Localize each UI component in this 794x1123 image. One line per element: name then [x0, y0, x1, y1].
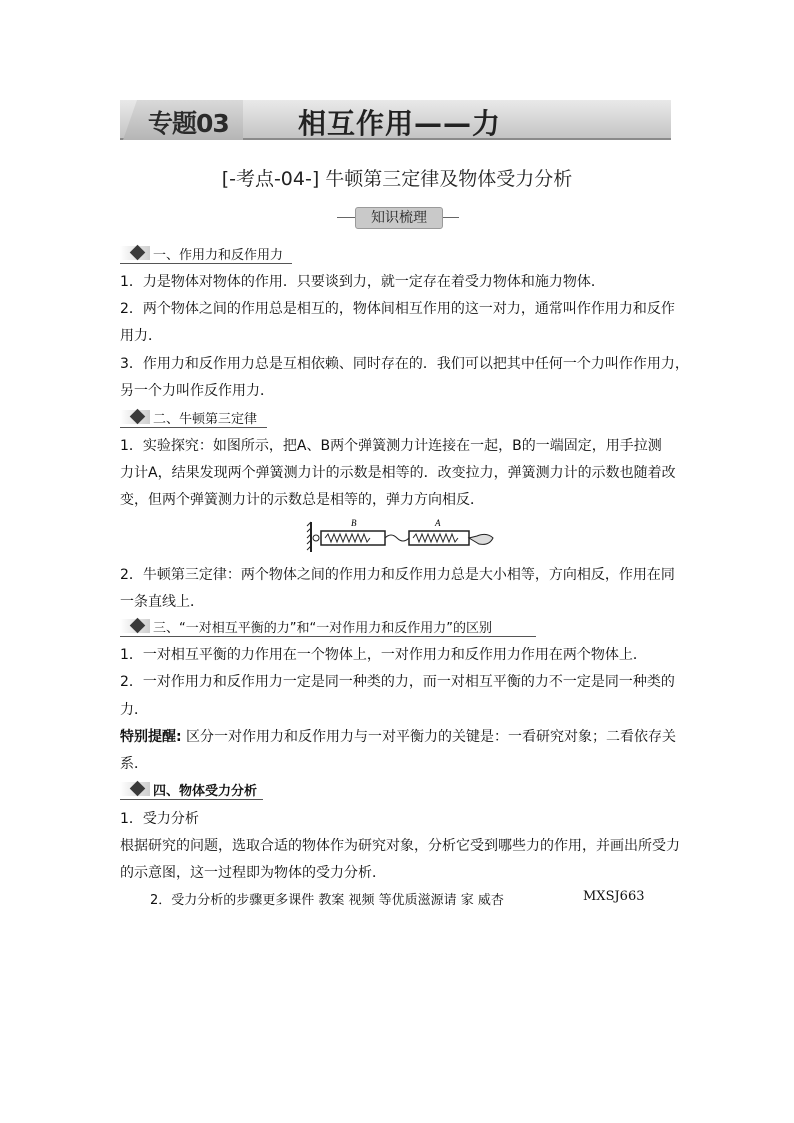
paragraph-line: 的示意图，这一过程即为物体的受力分析． [120, 865, 386, 881]
scale-label-b: B [351, 518, 357, 528]
paragraph-line: 3．作用力和反作用力总是互相依赖、同时存在的．我们可以把其中任何一个力叫作作用力， [120, 356, 689, 372]
paragraph-line: 1．受力分析 [120, 811, 199, 827]
paragraph-line: 变，但两个弹簧测力计的示数总是相等的，弹力方向相反． [120, 492, 484, 508]
tip-text: 区分一对作用力和反作用力与一对平衡力的关键是：一看研究对象；二看依存关 [181, 729, 677, 745]
footer-code: MXSJ663 [583, 889, 645, 904]
paragraph-line: 根据研究的问题，选取合适的物体作为研究对象，分析它受到哪些力的作用，并画出所受力 [120, 838, 680, 854]
scale-label-a: A [435, 518, 441, 528]
section-heading-text: 一、作用力和反作用力 [153, 248, 284, 263]
paragraph-line: 力． [120, 702, 148, 718]
topic-title: 相互作用——力 [298, 107, 502, 140]
section-heading-text: 四、物体受力分析 [153, 784, 258, 799]
knowledge-header [337, 205, 460, 229]
topic-banner [120, 100, 671, 142]
knowledge-label: 知识梳理 [355, 207, 443, 229]
paragraph-line: 2．一对作用力和反作用力一定是同一种类的力，而一对相互平衡的力不一定是同一种类的 [120, 674, 675, 690]
paragraph-line: 1．力是物体对物体的作用．只要谈到力，就一定存在着受力物体和施力物体． [120, 274, 605, 290]
section-heading-text: 二、牛顿第三定律 [153, 412, 258, 427]
paragraph-line: 2．牛顿第三定律：两个物体之间的作用力和反作用力总是大小相等，方向相反，作用在同 [120, 567, 675, 583]
paragraph-line: 一条直线上． [120, 594, 204, 610]
tip-line [120, 726, 680, 746]
spring-scale-figure [305, 516, 495, 556]
paragraph-line: 1．实验探究：如图所示，把A、B两个弹簧测力计连接在一起，B的一端固定，用手拉测 [120, 438, 662, 454]
paragraph-line: 系． [120, 756, 148, 772]
topic-number: 专题03 [148, 109, 229, 138]
section-heading-text: 三、“一对相互平衡的力”和“一对作用力和反作用力”的区别 [153, 621, 492, 636]
paragraph-line: 1．一对相互平衡的力作用在一个物体上，一对作用力和反作用力作用在两个物体上． [120, 647, 647, 663]
paragraph-line: 力计A，结果发现两个弹簧测力计的示数是相等的．改变拉力，弹簧测力计的示数也随着改 [120, 465, 676, 481]
paragraph-line: 用力． [120, 328, 162, 344]
paragraph-line: 另一个力叫作反作用力． [120, 383, 274, 399]
page-subtitle: [-考点-04-] 牛顿第三定律及物体受力分析 [221, 168, 573, 190]
tip-label: 特别提醒: [120, 729, 182, 745]
paragraph-line: 2．两个物体之间的作用总是相互的，物体间相互作用的这一对力，通常叫作作用力和反作 [120, 301, 675, 317]
footer-text: 2．受力分析的步骤更多课件 教案 视频 等优质滋源请 家 威杏 [150, 893, 504, 908]
